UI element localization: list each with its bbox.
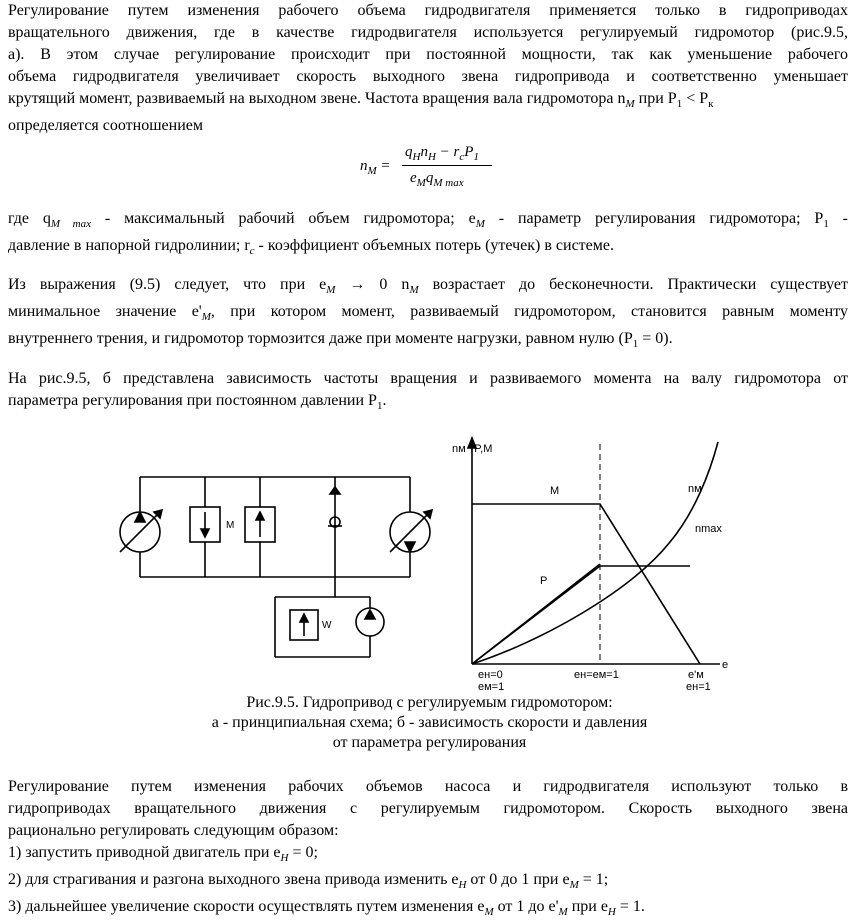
figure-caption: [0, 693, 859, 753]
list-item: 2) для страгивания и разгона выходного звена привода изменить $e_H$ от 0 до 1 при $e_M = 1$;: [8, 871, 609, 892]
paragraph-combined-control: [8, 776, 848, 924]
text-line: вращательного движения, где в качестве гидродвигателя используется регулируемый гидромотор (рис.9.5,: [8, 24, 848, 41]
text-line: а). В этом случае регулирование происходит при постоянной мощности, так как уменьшение рабочего: [8, 46, 848, 63]
text-line: Регулирование путем изменения рабочих объемов насоса и гидродвигателя используют только в: [8, 778, 848, 795]
text-line: рационально регулировать следующим образом:: [8, 822, 339, 839]
label-e: e: [722, 659, 729, 671]
caption-line: а - принципиальная схема; б - зависимость скорости и давления: [211, 714, 648, 731]
text-line: объема гидродвигателя увеличивает скорость выходного звена гидропривода и соответственно уменьшает: [8, 68, 848, 85]
text-line: где $q_{M max}$ - максимальный рабочий объем гидромотора; $e_M$ - параметр регулирования гидромотора; $P_1$ -: [8, 210, 849, 231]
axis-y-label: nм ↑P,M: [452, 443, 493, 455]
label-M: M: [550, 485, 560, 497]
text-line: минимальное значение $e'_M$, при котором момент, развиваемый гидромотором, становится равным моменту: [8, 303, 848, 324]
tick-e0-m: eм=1: [478, 681, 505, 692]
text-line: Регулирование путем изменения рабочего объема гидродвигателя применяется только в гидроприводах: [8, 2, 848, 19]
figure-9-5: [110, 432, 740, 692]
tick-e1: eн=eм=1: [574, 669, 619, 681]
tick-e-h: eн=1: [686, 681, 711, 692]
tick-e-prime: e'м: [688, 669, 704, 681]
list-item: 3) дальнейшее увеличение скорости осуществлять путем изменения $e_M$ от 1 до $e'_M$ при $e_H = 1$.: [8, 898, 645, 919]
series-nM: [472, 442, 718, 664]
caption-line: от параметра регулирования: [332, 734, 527, 751]
list-item: 1) запустить приводной двигатель при $e_H = 0$;: [8, 844, 318, 865]
series-M: [472, 504, 700, 664]
text-line: гидроприводах вращательного движения с регулируемым гидромотором. Скорость выходного звена: [8, 800, 848, 817]
fraction-bar: [402, 165, 492, 166]
text-line: На рис.9.5, б представлена зависимость частоты вращения и развиваемого момента на валу гидромотора от: [8, 370, 848, 387]
formula-denominator: $e_Mq_{M max}$: [410, 170, 464, 189]
label-nmax: nmax: [695, 523, 722, 535]
formula-lhs: $n_M$ =: [360, 158, 391, 177]
figure-svg: [110, 432, 740, 692]
paragraph-definitions: [8, 208, 848, 262]
text-line: параметра регулирования при постоянном давлении $P_1$.: [8, 392, 387, 413]
text-line: крутящий момент, развиваемый на выходном звене. Частота вращения вала гидромотора $n_M$ при $P_1 < P_к$: [8, 90, 714, 111]
caption-line: Рис.9.5. Гидропривод с регулируемым гидромотором:: [246, 694, 613, 711]
label-nM: nм: [688, 483, 702, 495]
paragraph-intro: [8, 0, 848, 137]
text-line: Из выражения (9.5) следует, что при $e_M \to 0$ $n_M$ возрастает до бесконечности. Практически существует: [8, 276, 848, 297]
text-line: определяется соотношением: [8, 117, 204, 135]
text-line: давление в напорной гидролинии; $r_c$ - коэффициент объемных потерь (утечек) в системе.: [8, 237, 614, 258]
paragraph-limit: [8, 274, 848, 356]
formula-9-5: [360, 140, 520, 200]
hydraulic-schema: [120, 477, 432, 657]
characteristics-chart: [452, 438, 728, 692]
text-line: внутреннего трения, и гидромотор тормозится даже при моменте нагрузки, равном нулю $(P_1 = 0)$.: [8, 330, 673, 351]
svg-text:W: W: [322, 620, 332, 631]
formula-numerator: $q_Hn_H - r_cP_1$: [405, 144, 479, 163]
series-nmax: [472, 566, 690, 664]
paragraph-figure-ref: [8, 368, 848, 417]
tick-e0: eн=0: [478, 669, 503, 681]
svg-text:M: M: [226, 520, 235, 531]
label-P: P: [540, 575, 548, 587]
